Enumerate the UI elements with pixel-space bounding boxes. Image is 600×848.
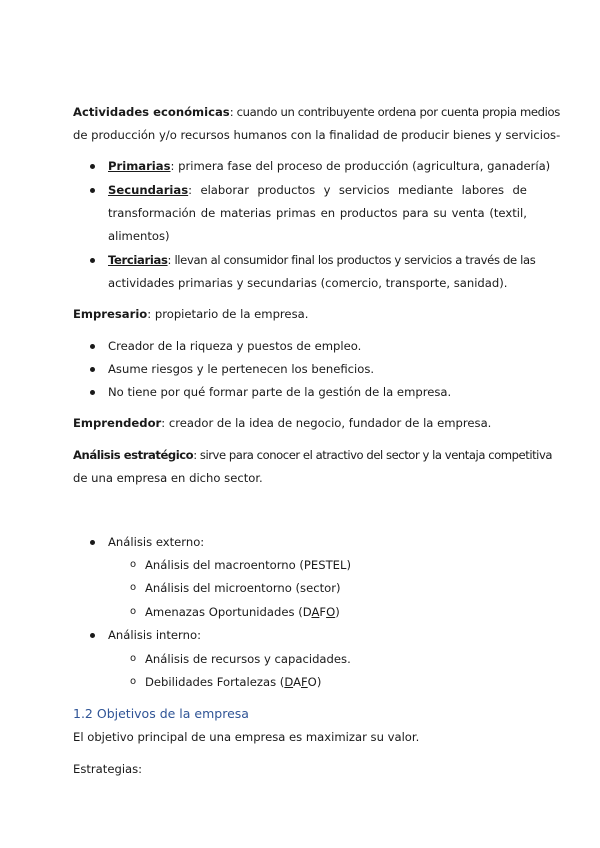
text: ) (316, 675, 322, 689)
bullet (90, 188, 95, 193)
sector-secundarias-line-1 (108, 182, 527, 198)
list-item: Análisis del microentorno (sector) (145, 581, 341, 595)
word: y (323, 183, 331, 197)
list-item: Análisis del macroentorno (PESTEL) (145, 558, 351, 572)
letter: A (311, 605, 320, 619)
word: (textil, (489, 206, 527, 220)
text: : propietario de la empresa. (147, 307, 309, 321)
empresario-paragraph (73, 306, 308, 322)
word: transformación (108, 206, 196, 220)
word: : (188, 183, 193, 197)
word: su (433, 206, 447, 220)
word: productos (257, 183, 316, 197)
text: de producción y/o recursos humanos con la finalidad de producir bienes y servicios- (73, 128, 561, 142)
text: : cuando un contribuyente ordena por cuenta propia medios (229, 105, 560, 119)
interno-label: Análisis interno: (108, 628, 201, 642)
list-item: No tiene por qué formar parte de la gestión de la empresa. (108, 385, 452, 399)
term-analisis-estrategico: Análisis estratégico (73, 448, 194, 462)
term-emprendedor: Emprendedor (73, 416, 162, 430)
term-secundarias: Secundarias (108, 183, 189, 197)
bullet (90, 164, 95, 169)
word: servicios (338, 183, 390, 197)
circle-bullet: o (130, 653, 137, 664)
bullet (90, 540, 95, 545)
text: Debilidades Fortalezas ( (145, 675, 285, 689)
text: : primera fase del proceso de producción (agricultura, ganadería) (170, 159, 551, 173)
list-item: Creador de la riqueza y puestos de empleo. (108, 339, 362, 353)
word: elaborar (200, 183, 250, 197)
text: : sirve para conocer el atractivo del sector y la ventaja competitiva (193, 448, 553, 462)
objetivo-paragraph: El objetivo principal de una empresa es maximizar su valor. (73, 730, 420, 744)
text: ) (335, 605, 340, 619)
text: : creador de la idea de negocio, fundador de la empresa. (161, 416, 492, 430)
word: labores (461, 183, 505, 197)
bullet (90, 258, 95, 263)
list-item-dafo-external (145, 604, 340, 620)
text: de una empresa en dicho sector. (73, 471, 263, 485)
analisis-line-2 (73, 470, 263, 486)
word: productos (339, 206, 398, 220)
bullet (90, 367, 95, 372)
word: primas (276, 206, 316, 220)
sector-secundarias-line-2 (108, 205, 527, 221)
bullet (90, 633, 95, 638)
word: venta (451, 206, 485, 220)
sector-terciarias-line-1 (108, 252, 535, 268)
term-actividades: Actividades económicas (73, 105, 230, 119)
word: mediante (398, 183, 454, 197)
term-empresario: Empresario (73, 307, 148, 321)
list-item: Análisis de recursos y capacidades. (145, 652, 351, 666)
circle-bullet: o (130, 606, 137, 617)
sector-secundarias-line-3 (108, 228, 170, 244)
word: para (402, 206, 429, 220)
sector-primarias (108, 158, 550, 174)
economic-activities-line-2 (73, 127, 560, 143)
text: Amenazas Oportunidades (D (145, 605, 312, 619)
letter: F (319, 605, 327, 619)
circle-bullet: o (130, 582, 137, 593)
bullet (90, 390, 95, 395)
letter: F (301, 675, 308, 689)
text (108, 182, 192, 198)
term-terciarias: Terciarias (108, 253, 168, 267)
letter: A (293, 675, 301, 689)
text: alimentos) (108, 229, 170, 243)
word: de (200, 206, 216, 220)
term-primarias: Primarias (108, 159, 171, 173)
economic-activities-line-1 (73, 104, 560, 120)
text: : llevan al consumidor final los productos y servicios a través de las (167, 253, 536, 267)
emprendedor-paragraph (73, 415, 491, 431)
letter: O (326, 605, 336, 619)
text: actividades primarias y secundarias (comercio, transporte, sanidad). (108, 276, 508, 290)
list-item: Asume riesgos y le pertenecen los beneficios. (108, 362, 375, 376)
circle-bullet: o (130, 676, 137, 687)
section-heading: 1.2 Objetivos de la empresa (73, 706, 249, 721)
bullet (90, 344, 95, 349)
letter: O (307, 675, 317, 689)
estrategias-label: Estrategias: (73, 762, 143, 776)
list-item-dafo-internal (145, 674, 321, 690)
circle-bullet: o (130, 559, 137, 570)
externo-label: Análisis externo: (108, 535, 205, 549)
sector-terciarias-line-2 (108, 275, 507, 291)
word: en (320, 206, 336, 220)
word: de (512, 183, 527, 197)
letter: D (284, 675, 294, 689)
word: materias (220, 206, 272, 220)
analisis-line-1 (73, 447, 552, 463)
